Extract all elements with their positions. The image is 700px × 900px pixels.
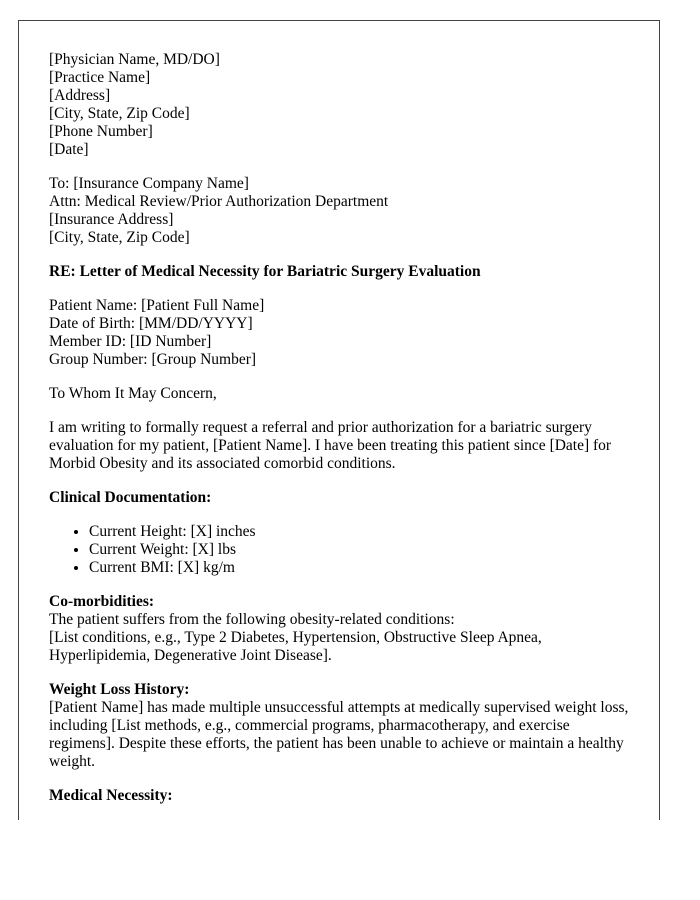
- recipient-attention: Attn: Medical Review/Prior Authorization Department: [49, 193, 389, 210]
- sender-practice-name: [Practice Name]: [49, 69, 151, 86]
- letter-content: [49, 51, 639, 820]
- recipient-city-state-zip: [City, State, Zip Code]: [49, 229, 190, 246]
- sender-date: [Date]: [49, 141, 89, 158]
- patient-dob: Date of Birth: [MM/DD/YYYY]: [49, 315, 253, 332]
- patient-member-id: Member ID: [ID Number]: [49, 333, 212, 350]
- weight-loss-heading: Weight Loss History:: [49, 681, 190, 698]
- comorbidities-heading: Co-morbidities:: [49, 593, 155, 610]
- list-item-weight: • Current Weight: [X] lbs: [89, 541, 639, 559]
- patient-block: [49, 297, 639, 369]
- subject-line: [49, 263, 639, 281]
- clinical-list: [49, 523, 639, 577]
- clinical-heading: Clinical Documentation:: [49, 489, 212, 506]
- sender-address: [Address]: [49, 87, 111, 104]
- intro-paragraph: I am writing to formally request a referral and prior authorization for a bariatric surgery evaluation for my patient, [Patient Name]. I have been treating this patient since [Date] for Morbid Obesity and its associated comorbid conditions.: [49, 419, 612, 472]
- weight-loss-section: [49, 681, 639, 771]
- list-item-height: • Current Height: [X] inches: [89, 523, 639, 541]
- weight-loss-text: [Patient Name] has made multiple unsuccessful attempts at medically supervised weight loss, including [List methods, e.g., commercial programs, pharmacotherapy, and exercise regimens]. Despite these efforts, the patient has been unable to achieve or maintain a healthy weight.: [49, 699, 629, 770]
- comorbidities-section: [49, 593, 639, 665]
- recipient-company: To: [Insurance Company Name]: [49, 175, 249, 192]
- list-item-bmi: • Current BMI: [X] kg/m: [89, 559, 639, 577]
- clinical-section: [49, 489, 639, 577]
- letter-page: [18, 20, 660, 820]
- sender-city-state-zip: [City, State, Zip Code]: [49, 105, 190, 122]
- subject-text: RE: Letter of Medical Necessity for Bariatric Surgery Evaluation: [49, 263, 481, 280]
- sender-block: [49, 51, 639, 159]
- salutation: To Whom It May Concern,: [49, 385, 217, 402]
- sender-physician-name: [Physician Name, MD/DO]: [49, 51, 220, 68]
- comorbidities-intro: The patient suffers from the following obesity-related conditions:: [49, 611, 455, 628]
- patient-name: Patient Name: [Patient Full Name]: [49, 297, 265, 314]
- recipient-address: [Insurance Address]: [49, 211, 174, 228]
- patient-group-number: Group Number: [Group Number]: [49, 351, 257, 368]
- recipient-block: [49, 175, 639, 247]
- comorbidities-list: [List conditions, e.g., Type 2 Diabetes, Hypertension, Obstructive Sleep Apnea, Hyperlipidemia, Degenerative Joint Disease].: [49, 629, 542, 664]
- medical-necessity-heading: Medical Necessity:: [49, 787, 173, 804]
- sender-phone: [Phone Number]: [49, 123, 153, 140]
- medical-necessity-section: [49, 787, 639, 805]
